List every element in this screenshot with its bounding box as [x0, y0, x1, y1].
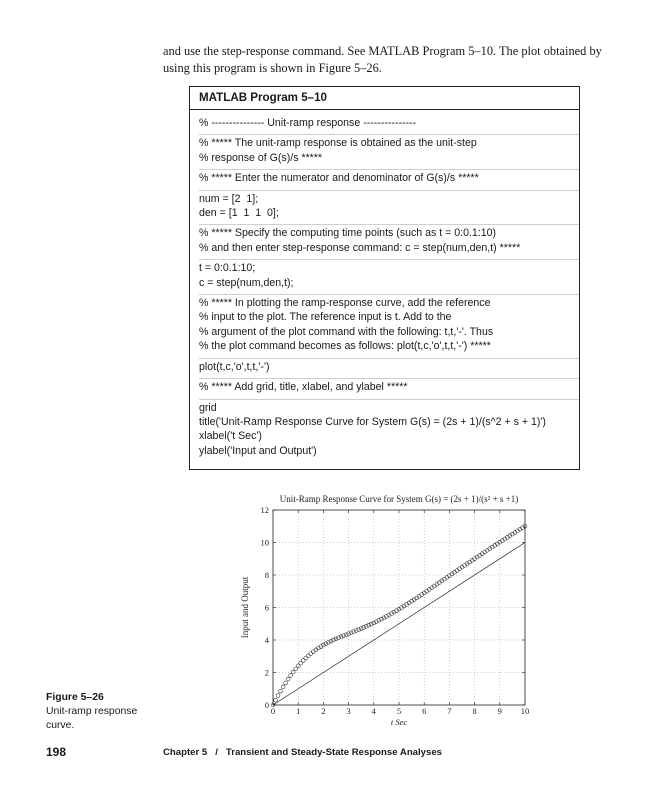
chart-title: Unit-Ramp Response Curve for System G(s) = (2s + 1)/(s² + s +1) [279, 494, 519, 504]
response-point [291, 670, 295, 674]
program-code [190, 110, 579, 462]
x-tick-label: 1 [296, 706, 301, 716]
x-tick-label: 3 [346, 706, 351, 716]
code-block [199, 170, 579, 190]
response-point [354, 629, 358, 633]
response-point [306, 654, 310, 658]
response-point [342, 634, 346, 638]
response-point [359, 627, 363, 631]
y-tick-label: 2 [264, 667, 269, 678]
code-line: % ***** Add grid, title, xlabel, and ylabel ***** [199, 381, 408, 394]
response-point [311, 650, 315, 654]
code-block [199, 379, 579, 399]
code-line: t = 0:0.1:10; [199, 262, 256, 275]
response-point [279, 689, 283, 693]
code-block [199, 359, 579, 379]
code-line: num = [2 1]; [199, 192, 259, 205]
response-point [286, 677, 290, 681]
intro-paragraph: and use the step-response command. See MATLAB Program 5–10. The plot obtained by using this program is shown in Figure 5–26. [163, 44, 602, 75]
code-line: % --------------- Unit-ramp response --------------- [199, 117, 417, 129]
code-line: % and then enter step-response command: c = step(num,den,t) ***** [199, 241, 521, 254]
code-block [199, 225, 579, 260]
y-tick-label: 6 [264, 602, 269, 613]
x-tick-label: 7 [447, 706, 452, 716]
y-tick-label: 8 [264, 570, 269, 580]
y-tick-label: 10 [260, 537, 269, 548]
response-point [309, 652, 313, 656]
matlab-program-box [189, 86, 580, 470]
code-line: % argument of the plot command with the following: t,t,'-'. Thus [199, 325, 494, 338]
response-point [357, 628, 361, 632]
code-block [199, 191, 579, 226]
x-tick-label: 0 [270, 706, 276, 716]
y-tick-label: 0 [264, 700, 269, 710]
code-line: % the plot command becomes as follows: plot(t,c,'o',t,t,'-') ***** [199, 340, 491, 353]
x-axis-label: t Sec [390, 717, 408, 727]
x-tick-label: 10 [520, 706, 530, 716]
code-line: % ***** The unit-ramp response is obtained as the unit-step [199, 137, 477, 150]
caption-text: Unit-ramp response curve. [46, 706, 138, 731]
reference-input-line [273, 543, 525, 706]
response-point [352, 630, 356, 634]
code-block [199, 260, 579, 295]
y-tick-label: 4 [264, 635, 269, 645]
code-block [199, 295, 579, 359]
chapter-label: Chapter 5 / Transient and Steady-State Response Analyses [163, 747, 443, 758]
y-tick-label: 12 [260, 505, 269, 515]
code-line: title('Unit-Ramp Response Curve for System G(s) = (2s + 1)/(s^2 + s + 1)') [199, 415, 546, 428]
response-point [281, 685, 285, 689]
response-point [274, 698, 278, 702]
response-point [349, 631, 353, 635]
code-block [199, 115, 579, 135]
response-point [362, 626, 366, 630]
response-point [304, 656, 308, 660]
y-axis-label: Input and Output [240, 576, 250, 639]
code-line: % ***** Specify the computing time points (such as t = 0:0.1:10) [199, 227, 497, 240]
code-line: xlabel('t Sec') [199, 430, 262, 443]
code-block [199, 135, 579, 170]
response-point [344, 633, 348, 637]
x-tick-label: 6 [422, 706, 427, 716]
code-line: den = [1 1 1 0]; [199, 207, 279, 220]
code-block [199, 400, 579, 463]
program-title: MATLAB Program 5–10 [190, 87, 579, 110]
code-line: c = step(num,den,t); [199, 276, 294, 289]
x-tick-label: 4 [371, 706, 376, 716]
code-line: % ***** In plotting the ramp-response curve, add the reference [199, 297, 491, 310]
code-line: % input to the plot. The reference input is t. Add to the [199, 311, 452, 324]
ramp-response-chart [236, 490, 536, 730]
response-point [276, 694, 280, 698]
x-tick-label: 9 [497, 706, 502, 716]
caption-title: Figure 5–26 [46, 692, 104, 703]
response-point [289, 674, 293, 678]
code-line: % response of G(s)/s ***** [199, 151, 323, 164]
code-line: % ***** Enter the numerator and denominator of G(s)/s ***** [199, 172, 479, 185]
response-point [284, 681, 288, 685]
response-point [339, 635, 343, 639]
x-tick-label: 2 [321, 706, 326, 716]
code-line: grid [199, 401, 217, 414]
x-tick-label: 5 [396, 706, 402, 716]
code-line: plot(t,c,'o',t,t,'-') [199, 360, 270, 373]
response-point [337, 636, 341, 640]
code-line: ylabel('Input and Output') [199, 444, 317, 457]
x-tick-label: 8 [472, 706, 477, 716]
figure-caption [46, 691, 166, 733]
page-number: 198 [46, 745, 67, 759]
